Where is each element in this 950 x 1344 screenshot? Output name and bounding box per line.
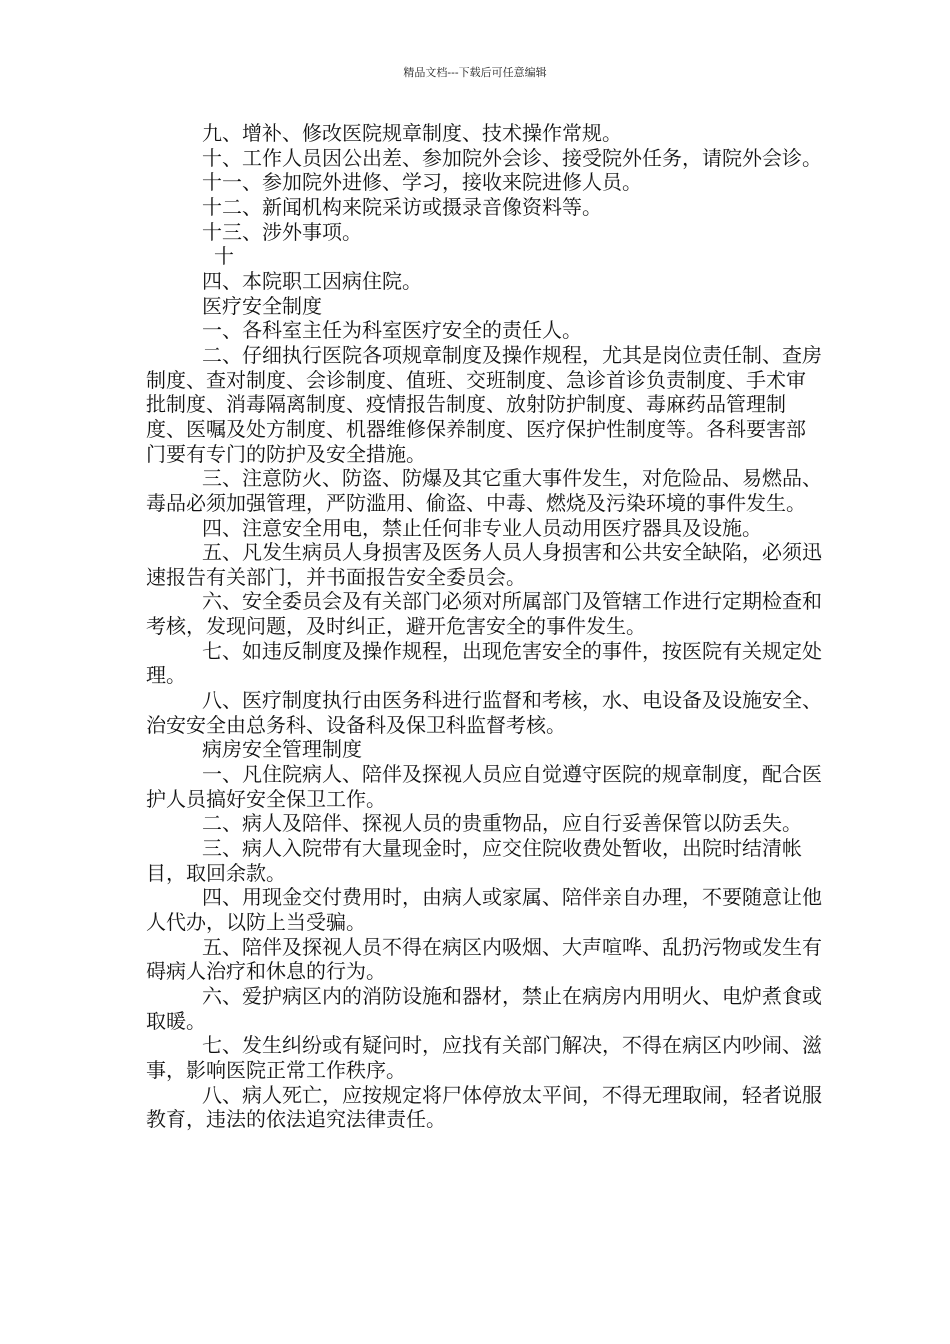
paragraph: 八、病人死亡，应按规定将尸体停放太平间，不得无理取闹，轻者说服教育，违法的依法追究法律责任。	[146, 1082, 822, 1132]
paragraph: 五、凡发生病员人身损害及医务人员人身损害和公共安全缺陷，必须迅速报告有关部门，并书面报告安全委员会。	[146, 540, 822, 589]
paragraph: 十一、参加院外进修、学习，接收来院进修人员。	[202, 170, 642, 195]
paragraph: 六、安全委员会及有关部门必须对所属部门及管辖工作进行定期检查和考核，发现问题，及时纠正，避开危害安全的事件发生。	[146, 589, 822, 639]
paragraph: 五、陪伴及探视人员不得在病区内吸烟、大声喧哗、乱扔污物或发生有碍病人治疗和休息的行为。	[146, 934, 822, 984]
paragraph: 七、发生纠纷或有疑问时，应找有关部门解决，不得在病区内吵闹、滋事，影响医院正常工作秩序。	[146, 1033, 822, 1082]
paragraph: 三、注意防火、防盗、防爆及其它重大事件发生，对危险品、易燃品、毒品必须加强管理，严防滥用、偷盗、中毒、燃烧及污染环境的事件发生。	[146, 466, 822, 515]
page-header: 精品文档---下载后可任意编辑	[403, 66, 547, 79]
paragraph: 七、如违反制度及操作规程，出现危害安全的事件，按医院有关规定处理。	[146, 638, 822, 688]
paragraph: 九、增补、修改医院规章制度、技术操作常规。	[202, 121, 622, 145]
section-heading: 病房安全管理制度	[202, 737, 362, 762]
paragraph: 四、用现金交付费用时，由病人或家属、陪伴亲自办理，不要随意让他人代办，以防上当受骗。	[146, 885, 822, 934]
paragraph: 三、病人入院带有大量现金时，应交住院收费处暂收，出院时结清帐目，取回余款。	[146, 836, 802, 885]
paragraph: 十、工作人员因公出差、参加院外会诊、接受院外任务，请院外会诊。	[202, 145, 822, 170]
document-body	[146, 121, 822, 1132]
paragraph: 二、病人及陪伴、探视人员的贵重物品，应自行妥善保管以防丢失。	[202, 811, 802, 836]
paragraph: 四、注意安全用电，禁止任何非专业人员动用医疗器具及设施。	[202, 515, 762, 540]
section-heading: 医疗安全制度	[202, 293, 322, 318]
paragraph: 一、凡住院病人、陪伴及探视人员应自觉遵守医院的规章制度，配合医护人员搞好安全保卫工作。	[146, 762, 822, 811]
paragraph: 六、爱护病区内的消防设施和器材，禁止在病房内用明火、电炉煮食或取暖。	[146, 983, 822, 1033]
paragraph: 一、各科室主任为科室医疗安全的责任人。	[202, 318, 582, 343]
paragraph: 八、医疗制度执行由医务科进行监督和考核，水、电设备及设施安全、治安安全由总务科、设备科及保卫科监督考核。	[146, 688, 822, 737]
paragraph: 四、本院职工因病住院。	[202, 268, 422, 293]
paragraph: 十	[214, 244, 234, 269]
paragraph: 十二、新闻机构来院采访或摄录音像资料等。	[202, 194, 602, 219]
paragraph: 十三、涉外事项。	[202, 219, 362, 244]
paragraph: 二、仔细执行医院各项规章制度及操作规程，尤其是岗位责任制、查房制度、查对制度、会诊制度、值班、交班制度、急诊首诊负责制度、手术审批制度、消毒隔离制度、疫情报告制度、放射防护制度、毒麻药品管理制度、医嘱及处方制度、机器维修保养制度、医疗保护性制度等。各科要害部门要有专门的防护及安全措施。	[146, 342, 822, 466]
